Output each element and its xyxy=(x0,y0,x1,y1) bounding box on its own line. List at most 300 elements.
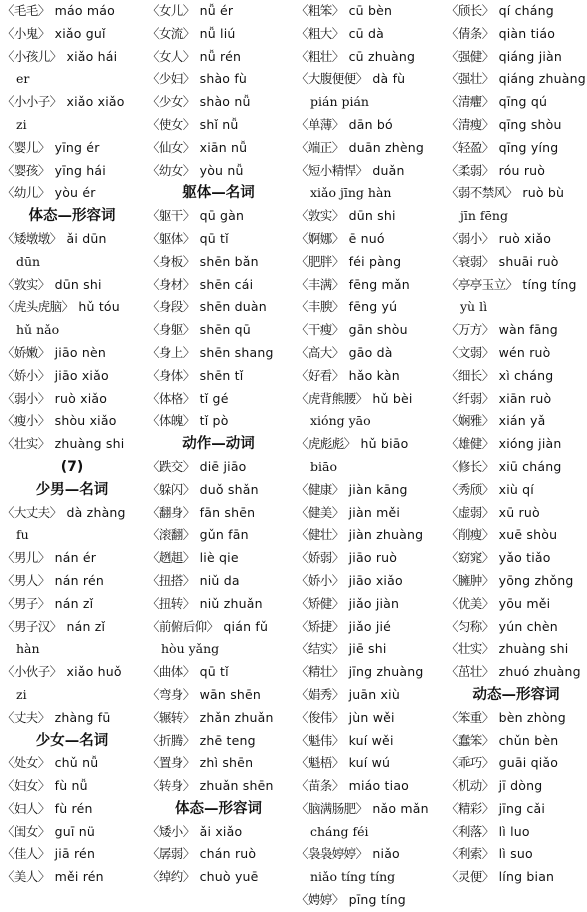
entry-term: 〈娇小〉 xyxy=(2,367,50,383)
entry-row xyxy=(147,730,290,753)
entry-pinyin: duān zhèng xyxy=(348,139,425,155)
entry-pinyin: xì cháng xyxy=(498,367,554,383)
entry-row xyxy=(446,570,586,593)
entry-term: 〈清瘦〉 xyxy=(446,116,494,132)
entry-pinyin: qīng yíng xyxy=(498,139,559,155)
entry-row xyxy=(2,661,142,684)
entry-pinyin: shào fù xyxy=(199,71,248,87)
entry-pinyin: zhuàng shi xyxy=(54,436,125,452)
entry-term: 〈男儿〉 xyxy=(2,550,50,566)
entry-row xyxy=(147,593,290,616)
entry-pinyin: zhàng fū xyxy=(54,709,111,725)
entry-term: 〈灵便〉 xyxy=(446,869,494,885)
entry-row xyxy=(296,889,441,912)
entry-pinyin-continuation: niǎo tíng tíng xyxy=(310,869,396,885)
entry-term: 〈粗壮〉 xyxy=(296,48,344,64)
entry-pinyin: xiū cháng xyxy=(498,458,562,474)
entry-pinyin: ruò xiǎo xyxy=(54,390,108,406)
entry-row xyxy=(446,68,586,91)
entry-row xyxy=(446,593,586,616)
entry-pinyin: zhē teng xyxy=(199,732,256,748)
entry-pinyin: kuí wú xyxy=(348,755,391,771)
entry-row xyxy=(446,114,586,137)
entry-pinyin: lì luo xyxy=(498,823,530,839)
entry-pinyin-continuation: biāo xyxy=(310,458,337,474)
entry-row xyxy=(2,410,142,433)
entry-row xyxy=(446,752,586,775)
entry-term: 〈强壮〉 xyxy=(446,71,494,87)
entry-pinyin: dān bó xyxy=(348,116,393,132)
entry-term: 〈俊伟〉 xyxy=(296,709,344,725)
entry-row xyxy=(147,752,290,775)
entry-row xyxy=(446,137,586,160)
entry-row xyxy=(446,274,586,297)
entry-term: 〈妇女〉 xyxy=(2,778,50,794)
entry-term: 〈趔趄〉 xyxy=(147,550,195,566)
entry-pinyin: qiáng jiàn xyxy=(498,48,563,64)
entry-pinyin: zhǎn zhuǎn xyxy=(199,709,274,725)
entry-term: 〈娴雅〉 xyxy=(446,413,494,429)
entry-row xyxy=(446,410,586,433)
entry-term: 〈佳人〉 xyxy=(2,846,50,862)
entry-term: 〈转身〉 xyxy=(147,778,195,794)
entry-pinyin: yǎo tiǎo xyxy=(498,550,551,566)
entry-pinyin: tǐ pò xyxy=(199,413,229,429)
entry-row xyxy=(446,433,586,456)
entry-pinyin: dà fù xyxy=(372,71,406,87)
entry-term: 〈瘦小〉 xyxy=(2,413,50,429)
entry-pinyin: qiáng zhuàng xyxy=(498,71,586,87)
entry-pinyin: yōu měi xyxy=(498,595,551,611)
entry-pinyin: róu ruò xyxy=(498,162,546,178)
entry-row xyxy=(147,251,290,274)
entry-pinyin: jùn wěi xyxy=(348,709,395,725)
entry-pinyin: chǔn bèn xyxy=(498,732,559,748)
entry-row xyxy=(147,616,290,639)
entry-row xyxy=(147,661,290,684)
entry-row xyxy=(2,274,142,297)
entry-term: 〈前俯后仰〉 xyxy=(147,618,219,634)
entry-pinyin: ruò xiǎo xyxy=(498,230,552,246)
entry-term: 〈虎彪彪〉 xyxy=(296,436,356,452)
entry-term: 〈结实〉 xyxy=(296,641,344,657)
entry-pinyin: jiāo nèn xyxy=(54,344,106,360)
entry-pinyin: jīng cǎi xyxy=(498,800,545,816)
entry-term: 〈强健〉 xyxy=(446,48,494,64)
entry-term: 〈身材〉 xyxy=(147,276,195,292)
entry-pinyin: qū tǐ xyxy=(199,664,229,680)
entry-pinyin-continuation: cháng féi xyxy=(310,823,369,839)
section-heading: 体态—形容词 xyxy=(28,208,116,225)
entry-term: 〈娇嫩〉 xyxy=(2,344,50,360)
entry-row xyxy=(2,866,142,889)
entry-row xyxy=(446,251,586,274)
entry-row xyxy=(2,342,142,365)
entry-pinyin: jiǎo jié xyxy=(348,618,392,634)
entry-row xyxy=(446,91,586,114)
entry-row xyxy=(2,616,142,639)
entry-row xyxy=(296,296,441,319)
entry-pinyin: qiàn tiáo xyxy=(498,25,556,41)
entry-row xyxy=(296,46,441,69)
entry-row xyxy=(2,775,142,798)
entry-term: 〈少女〉 xyxy=(147,94,195,110)
entry-term: 〈丰腴〉 xyxy=(296,299,344,315)
entry-row xyxy=(446,0,586,23)
entry-pinyin-continuation: hòu yǎng xyxy=(161,641,220,657)
entry-row xyxy=(2,160,142,183)
entry-row xyxy=(2,752,142,775)
entry-pinyin: gān shòu xyxy=(348,322,408,338)
entry-term: 〈魁伟〉 xyxy=(296,732,344,748)
entry-row xyxy=(2,296,142,319)
entry-pinyin: tǐ gé xyxy=(199,390,229,406)
entry-term: 〈机动〉 xyxy=(446,778,494,794)
section-heading: 动作—动词 xyxy=(182,436,255,453)
entry-term: 〈敦实〉 xyxy=(2,276,50,292)
entry-row xyxy=(296,205,441,228)
entry-term: 〈利索〉 xyxy=(446,846,494,862)
entry-term: 〈窈窕〉 xyxy=(446,550,494,566)
entry-term: 〈亭亭玉立〉 xyxy=(446,276,518,292)
entry-pinyin: jiàn kāng xyxy=(348,481,408,497)
entry-pinyin: duǎn xyxy=(372,162,405,178)
entry-term: 〈柔弱〉 xyxy=(446,162,494,178)
entry-row xyxy=(446,798,586,821)
entry-pinyin: kuí wěi xyxy=(348,732,394,748)
entry-pinyin: fān shēn xyxy=(199,504,256,520)
entry-row xyxy=(446,23,586,46)
entry-term: 〈轻盈〉 xyxy=(446,139,494,155)
entry-pinyin: shēn qū xyxy=(199,322,251,338)
entry-row xyxy=(147,707,290,730)
entry-row xyxy=(147,479,290,502)
entry-row xyxy=(147,524,290,547)
entry-row xyxy=(147,410,290,433)
entry-pinyin-continuation: yù lì xyxy=(460,299,488,315)
entry-pinyin: líng bian xyxy=(498,869,555,885)
entry-row xyxy=(296,502,441,525)
entry-term: 〈仙女〉 xyxy=(147,139,195,155)
entry-term: 〈孱弱〉 xyxy=(147,846,195,862)
entry-row xyxy=(2,46,142,69)
entry-pinyin: dūn shi xyxy=(348,208,396,224)
entry-row xyxy=(446,775,586,798)
entry-row xyxy=(296,228,441,251)
entry-term: 〈美人〉 xyxy=(2,869,50,885)
entry-pinyin: wàn fāng xyxy=(498,322,558,338)
entry-term: 〈健美〉 xyxy=(296,504,344,520)
entry-row xyxy=(2,502,142,525)
entry-pinyin: xiù qí xyxy=(498,481,534,497)
entry-term: 〈毛毛〉 xyxy=(2,3,50,18)
entry-term: 〈男子〉 xyxy=(2,595,50,611)
entry-row xyxy=(446,730,586,753)
entry-row xyxy=(296,114,441,137)
entry-pinyin: bèn zhòng xyxy=(498,709,566,725)
column-4 xyxy=(446,0,586,889)
entry-term: 〈削瘦〉 xyxy=(446,527,494,543)
entry-row xyxy=(147,684,290,707)
entry-row xyxy=(296,388,441,411)
entry-term: 〈扭转〉 xyxy=(147,595,195,611)
entry-row xyxy=(2,433,142,456)
entry-term: 〈好看〉 xyxy=(296,367,344,383)
entry-term: 〈曲体〉 xyxy=(147,664,195,680)
entry-term: 〈小小子〉 xyxy=(2,94,62,110)
section-number: (7) xyxy=(60,458,84,475)
entry-pinyin: zhuàng shi xyxy=(498,641,569,657)
entry-pinyin: hǔ bèi xyxy=(372,390,413,406)
entry-row xyxy=(147,570,290,593)
entry-row xyxy=(2,593,142,616)
entry-row xyxy=(296,342,441,365)
entry-pinyin: yōng zhǒng xyxy=(498,572,574,588)
entry-term: 〈颀长〉 xyxy=(446,3,494,18)
entry-row xyxy=(296,524,441,547)
entry-pinyin-continuation: fu xyxy=(16,527,29,543)
entry-pinyin: niǔ da xyxy=(199,572,240,588)
entry-term: 〈女人〉 xyxy=(147,48,195,64)
entry-pinyin: chuò yuē xyxy=(199,869,259,885)
entry-row xyxy=(147,843,290,866)
entry-pinyin: jiāo xiǎo xyxy=(348,572,403,588)
entry-row xyxy=(446,638,586,661)
entry-pinyin: ruò bù xyxy=(522,185,565,201)
entry-row xyxy=(147,46,290,69)
entry-pinyin-continuation: zi xyxy=(16,116,27,132)
entry-pinyin: nǚ liú xyxy=(199,25,236,41)
entry-row xyxy=(296,707,441,730)
entry-term: 〈茁壮〉 xyxy=(446,664,494,680)
entry-pinyin: jiāo ruò xyxy=(348,550,398,566)
entry-row xyxy=(296,752,441,775)
entry-pinyin: xián yǎ xyxy=(498,413,546,429)
entry-pinyin-continuation: xióng yāo xyxy=(310,413,371,429)
entry-pinyin: fēng mǎn xyxy=(348,276,410,292)
entry-row xyxy=(2,182,142,205)
entry-pinyin: dūn shi xyxy=(54,276,102,292)
entry-pinyin: jiàn zhuàng xyxy=(348,527,424,543)
column-2 xyxy=(147,0,290,889)
entry-row xyxy=(147,319,290,342)
entry-pinyin: qián fǔ xyxy=(223,618,269,634)
entry-row xyxy=(147,274,290,297)
entry-row xyxy=(147,388,290,411)
entry-row xyxy=(446,46,586,69)
entry-term: 〈精彩〉 xyxy=(446,800,494,816)
entry-term: 〈矮小〉 xyxy=(147,823,195,839)
entry-term: 〈文弱〉 xyxy=(446,344,494,360)
entry-pinyin: nán zǐ xyxy=(54,595,94,611)
section-heading: 动态—形容词 xyxy=(472,686,560,703)
entry-pinyin: ǎi dūn xyxy=(66,230,107,246)
entry-pinyin: shuāi ruò xyxy=(498,253,559,269)
entry-pinyin: xiǎo guǐ xyxy=(54,25,106,41)
entry-pinyin: xiǎo hái xyxy=(66,48,118,64)
entry-pinyin: xuē shòu xyxy=(498,527,558,543)
entry-row xyxy=(147,342,290,365)
entry-row xyxy=(147,0,290,23)
entry-term: 〈矮墩墩〉 xyxy=(2,230,62,246)
entry-row xyxy=(147,866,290,889)
entry-term: 〈乖巧〉 xyxy=(446,755,494,771)
entry-row xyxy=(2,23,142,46)
entry-pinyin: chǔ nǚ xyxy=(54,755,99,771)
entry-term: 〈蠢笨〉 xyxy=(446,732,494,748)
entry-pinyin: jiē shi xyxy=(348,641,387,657)
entry-term: 〈魁梧〉 xyxy=(296,755,344,771)
entry-term: 〈修长〉 xyxy=(446,458,494,474)
entry-row xyxy=(2,707,142,730)
entry-term: 〈娇弱〉 xyxy=(296,550,344,566)
entry-row xyxy=(446,821,586,844)
entry-pinyin: duǒ shǎn xyxy=(199,481,259,497)
entry-pinyin: yīng hái xyxy=(54,162,106,178)
entry-term: 〈健康〉 xyxy=(296,481,344,497)
entry-term: 〈娇小〉 xyxy=(296,572,344,588)
entry-row xyxy=(296,160,441,183)
entry-pinyin: niǎo xyxy=(372,846,400,862)
entry-term: 〈婴儿〉 xyxy=(2,139,50,155)
entry-term: 〈少妇〉 xyxy=(147,71,195,87)
entry-term: 〈滚翻〉 xyxy=(147,527,195,543)
entry-pinyin: lì suo xyxy=(498,846,533,862)
entry-pinyin-continuation: pián pián xyxy=(310,94,369,110)
entry-pinyin: nǚ ér xyxy=(199,3,234,18)
entry-row xyxy=(296,775,441,798)
entry-row xyxy=(296,547,441,570)
entry-term: 〈幼女〉 xyxy=(147,162,195,178)
entry-term: 〈婀娜〉 xyxy=(296,230,344,246)
entry-row xyxy=(2,798,142,821)
entry-row xyxy=(2,821,142,844)
entry-row xyxy=(296,319,441,342)
entry-pinyin: xiǎo huǒ xyxy=(66,664,122,680)
entry-row xyxy=(296,479,441,502)
entry-row xyxy=(296,798,441,821)
entry-term: 〈小鬼〉 xyxy=(2,25,50,41)
entry-pinyin: gāo dà xyxy=(348,344,393,360)
entry-row xyxy=(2,388,142,411)
entry-row xyxy=(446,524,586,547)
entry-pinyin: liè qie xyxy=(199,550,239,566)
entry-row xyxy=(147,775,290,798)
entry-row xyxy=(147,228,290,251)
entry-row xyxy=(446,502,586,525)
entry-row xyxy=(147,114,290,137)
entry-row xyxy=(446,342,586,365)
entry-row xyxy=(147,91,290,114)
entry-pinyin: shēn cái xyxy=(199,276,254,292)
entry-term: 〈衰弱〉 xyxy=(446,253,494,269)
entry-term: 〈利落〉 xyxy=(446,823,494,839)
entry-term: 〈单薄〉 xyxy=(296,116,344,132)
entry-term: 〈干瘦〉 xyxy=(296,322,344,338)
entry-pinyin: qū tǐ xyxy=(199,230,229,246)
entry-term: 〈妇人〉 xyxy=(2,800,50,816)
section-heading: 少男—名词 xyxy=(35,481,109,498)
entry-term: 〈躲闪〉 xyxy=(147,481,195,497)
entry-pinyin: máo máo xyxy=(54,3,115,18)
entry-row xyxy=(2,547,142,570)
entry-term: 〈弱不禁风〉 xyxy=(446,185,518,201)
entry-pinyin-continuation: jīn fēng xyxy=(460,208,508,224)
entry-pinyin: nǎo mǎn xyxy=(372,800,429,816)
entry-pinyin-continuation: er xyxy=(16,71,30,87)
entry-pinyin: jiāo xiǎo xyxy=(54,367,109,383)
entry-term: 〈端正〉 xyxy=(296,139,344,155)
entry-term: 〈丰满〉 xyxy=(296,276,344,292)
entry-term: 〈躯体〉 xyxy=(147,230,195,246)
entry-pinyin: jīng zhuàng xyxy=(348,664,424,680)
entry-term: 〈精壮〉 xyxy=(296,664,344,680)
entry-row xyxy=(446,707,586,730)
entry-term: 〈女流〉 xyxy=(147,25,195,41)
entry-pinyin: shēn duàn xyxy=(199,299,267,315)
entry-pinyin: shǐ nǚ xyxy=(199,116,239,132)
entry-term: 〈敦实〉 xyxy=(296,208,344,224)
entry-term: 〈幼儿〉 xyxy=(2,185,50,201)
entry-row xyxy=(446,479,586,502)
entry-row xyxy=(296,68,441,91)
entry-pinyin: guāi qiǎo xyxy=(498,755,559,771)
entry-term: 〈弱小〉 xyxy=(2,390,50,406)
entry-pinyin: diē jiāo xyxy=(199,458,247,474)
entry-term: 〈女儿〉 xyxy=(147,3,195,18)
entry-row xyxy=(147,296,290,319)
entry-row xyxy=(446,182,586,205)
entry-row xyxy=(296,593,441,616)
entry-pinyin: wān shēn xyxy=(199,686,262,702)
entry-row xyxy=(2,228,142,251)
entry-pinyin: fù nǚ xyxy=(54,778,88,794)
entry-pinyin: qīng shòu xyxy=(498,116,562,132)
entry-term: 〈矫健〉 xyxy=(296,595,344,611)
entry-pinyin: chán ruò xyxy=(199,846,257,862)
entry-term: 〈纤弱〉 xyxy=(446,390,494,406)
entry-row xyxy=(147,502,290,525)
entry-pinyin: hǔ biāo xyxy=(360,436,409,452)
section-heading: 少女—名词 xyxy=(35,732,109,749)
entry-pinyin: yún chèn xyxy=(498,618,558,634)
entry-pinyin: fēng yú xyxy=(348,299,398,315)
entry-pinyin: shēn tǐ xyxy=(199,367,244,383)
entry-pinyin: shào nǚ xyxy=(199,94,251,110)
entry-term: 〈身板〉 xyxy=(147,253,195,269)
entry-pinyin: jiàn měi xyxy=(348,504,401,520)
entry-pinyin: yòu nǚ xyxy=(199,162,244,178)
entry-term: 〈丈夫〉 xyxy=(2,709,50,725)
entry-term: 〈小伙子〉 xyxy=(2,664,62,680)
entry-pinyin-continuation: hàn xyxy=(16,641,40,657)
entry-term: 〈虎头虎脑〉 xyxy=(2,299,74,315)
entry-term: 〈身躯〉 xyxy=(147,322,195,338)
entry-row xyxy=(2,91,142,114)
entry-row xyxy=(147,137,290,160)
entry-term: 〈男子汉〉 xyxy=(2,618,62,634)
entry-row xyxy=(446,319,586,342)
entry-pinyin: wén ruò xyxy=(498,344,551,360)
entry-pinyin: zhuǎn shēn xyxy=(199,778,274,794)
entry-term: 〈健壮〉 xyxy=(296,527,344,543)
section-heading: 躯体—名词 xyxy=(182,185,255,202)
entry-row xyxy=(147,68,290,91)
entry-pinyin: cū bèn xyxy=(348,3,393,18)
entry-term: 〈翻身〉 xyxy=(147,504,195,520)
entry-row xyxy=(147,821,290,844)
entry-row xyxy=(296,433,441,456)
